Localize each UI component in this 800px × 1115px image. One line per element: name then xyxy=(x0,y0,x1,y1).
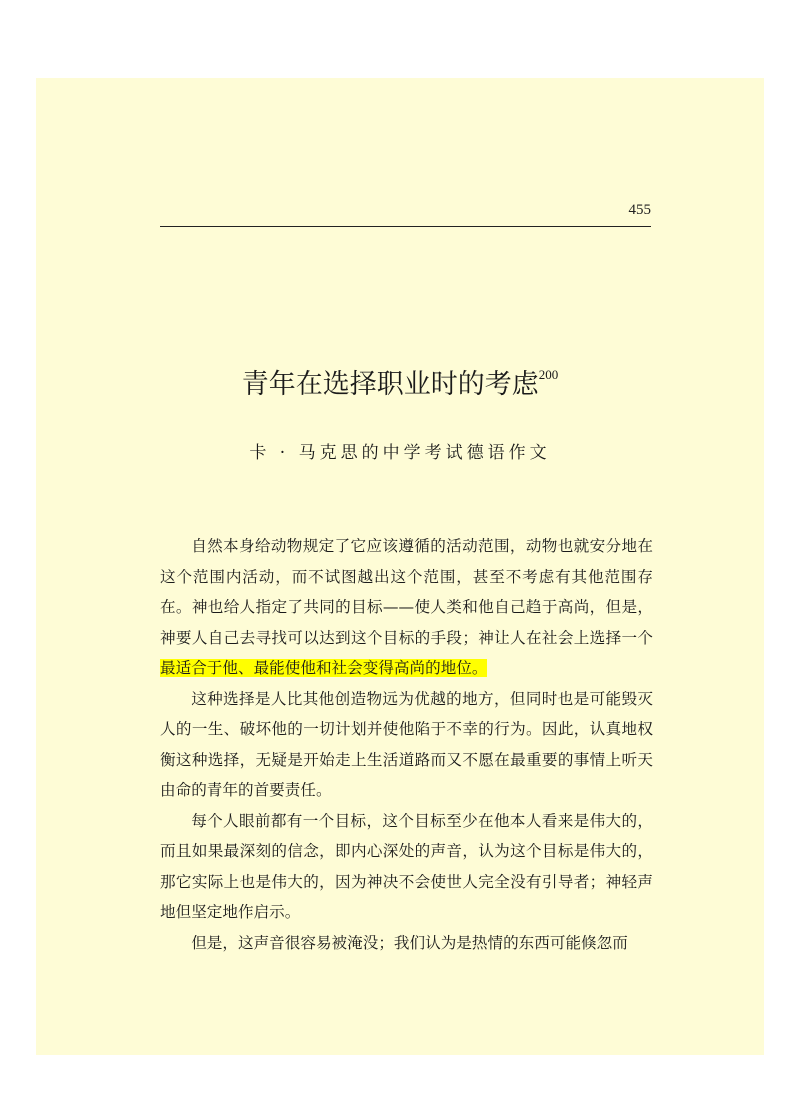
paragraph: 但是，这声音很容易被淹没；我们认为是热情的东西可能倏忽而 xyxy=(191,933,628,952)
title-text: 青年在选择职业时的考虑 xyxy=(241,369,539,400)
page-number: 455 xyxy=(628,202,651,218)
subtitle: 卡 · 马克思的中学考试德语作文 xyxy=(249,443,551,463)
page-title xyxy=(36,362,764,401)
paragraph-text: 自然本身给动物规定了它应该遵循的活动范围，动物也就安分地在这个范围内活动，而不试图越出这个范围，甚至不考虑有其他范围存在。神也给人指定了共同的目标——使人类和他自己趋于高尚，但是，神要人自己去寻找可以达到这个目标的手段；神让人在社会上选择一个 xyxy=(160,537,653,647)
body-text xyxy=(160,531,653,958)
paragraph xyxy=(160,531,653,684)
page-header xyxy=(160,202,651,227)
footnote-reference[interactable]: 200 xyxy=(538,367,559,382)
document-page xyxy=(36,78,764,1055)
highlighted-text: 最适合于他、最能使他和社会变得高尚的地位。 xyxy=(160,659,488,677)
paragraph: 每个人眼前都有一个目标，这个目标至少在他本人看来是伟大的，而且如果最深刻的信念，即内心深处的声音，认为这个目标是伟大的，那它实际上也是伟大的，因为神决不会使世人完全没有引导者；神轻声地但坚定地作启示。 xyxy=(160,811,653,921)
paragraph: 这种选择是人比其他创造物远为优越的地方，但同时也是可能毁灭人的一生、破坏他的一切计划并使他陷于不幸的行为。因此，认真地权衡这种选择，无疑是开始走上生活道路而又不愿在最重要的事情上听天由命的青年的首要责任。 xyxy=(160,689,653,799)
